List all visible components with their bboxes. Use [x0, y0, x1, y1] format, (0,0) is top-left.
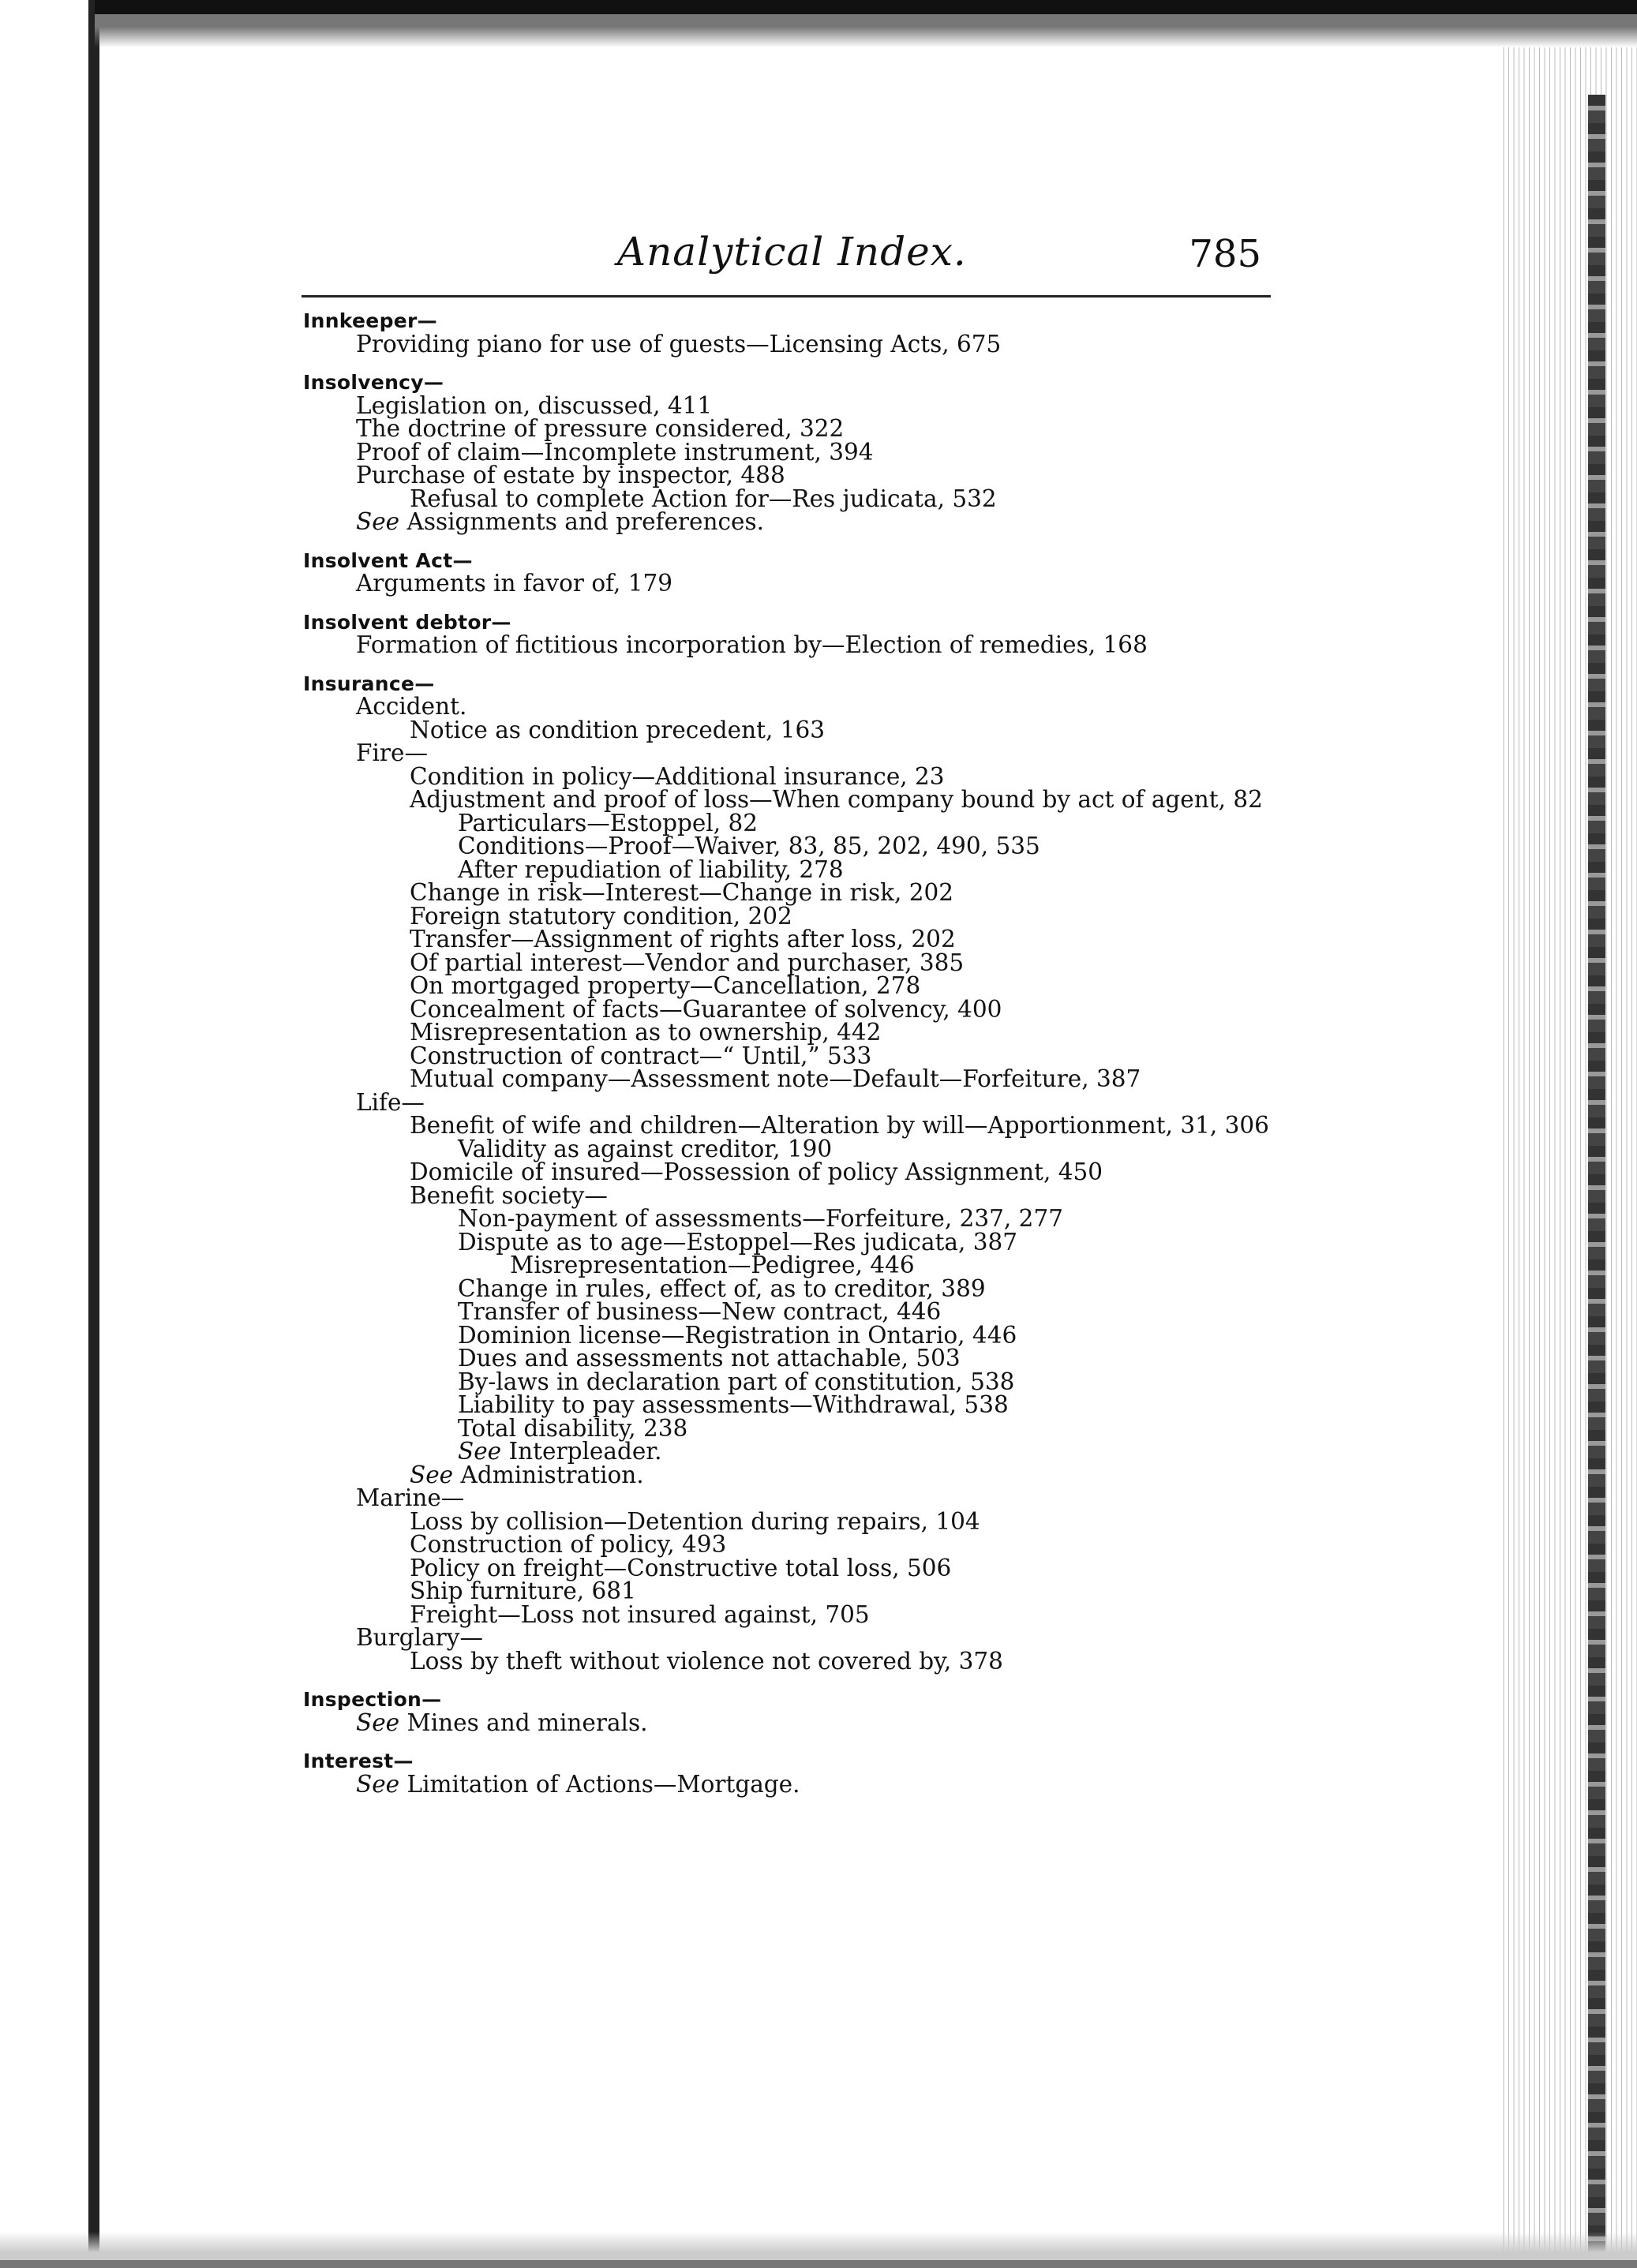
index-entry — [303, 1042, 1298, 1069]
index-entry — [303, 928, 1298, 952]
entry-text: Notice as condition precedent, 163 — [410, 716, 826, 743]
entry-text: Limitation of Actions—Mortgage. — [406, 1770, 800, 1798]
entry-text: Insurance— — [303, 672, 435, 695]
entry-text: Dispute as to age—Estoppel—Res judicata, 387 — [458, 1228, 1018, 1256]
index-entry — [303, 1021, 1298, 1045]
see-reference-label: See — [458, 1438, 502, 1465]
entry-text: Providing piano for use of guests—Licensing Acts, 675 — [356, 330, 1002, 357]
entry-text: Insolvent debtor— — [303, 610, 511, 634]
index-entry — [303, 1274, 1298, 1302]
entry-text: Benefit of wife and children—Alteration by will—Apportionment, 31, 306 — [410, 1112, 1269, 1139]
entry-text: Change in risk—Interest—Change in risk, 202 — [410, 879, 954, 906]
entry-text: On mortgaged property—Cancellation, 278 — [410, 972, 921, 999]
page-header — [302, 223, 1271, 294]
index-entry — [303, 1088, 1298, 1116]
index-entry — [303, 1254, 1298, 1278]
entry-text: Loss by collision—Detention during repairs, 104 — [410, 1507, 980, 1535]
entry-text: Of partial interest—Vendor and purchaser, 385 — [410, 949, 965, 976]
index-entry — [303, 1298, 1298, 1325]
index-entry — [303, 1414, 1298, 1442]
entry-text: Non-payment of assessments—Forfeiture, 237, 277 — [458, 1205, 1063, 1232]
index-entry — [303, 1440, 1298, 1464]
index-entry — [303, 762, 1298, 790]
index-entry — [303, 1228, 1298, 1256]
entry-text: Domicile of insured—Possession of policy Assignment, 450 — [410, 1158, 1103, 1185]
index-heading — [303, 1750, 1298, 1773]
scan-binding-shadow — [1588, 95, 1605, 2268]
index-entry — [303, 949, 1298, 976]
index-entry — [303, 855, 1298, 883]
index-entry — [303, 809, 1298, 836]
entry-text: Liability to pay assessments—Withdrawal, 538 — [458, 1391, 1009, 1418]
index-entry — [303, 1708, 1298, 1736]
entry-text: Dominion license—Registration in Ontario, 446 — [458, 1321, 1017, 1349]
entry-text: Interest— — [303, 1750, 414, 1772]
entry-text: Transfer of business—New contract, 446 — [458, 1298, 942, 1325]
entry-text: Assignments and preferences. — [406, 508, 764, 535]
index-entry — [303, 1368, 1298, 1395]
index-entry — [303, 438, 1298, 466]
entry-text: Marine— — [356, 1484, 465, 1511]
entry-text: Inspection— — [303, 1688, 442, 1711]
index-entry — [303, 695, 1298, 719]
index-entry — [303, 464, 1298, 488]
index-heading — [303, 672, 1298, 696]
entry-text: Formation of fictitious incorporation by—Election of remedies, 168 — [356, 631, 1148, 658]
index-entry — [303, 1347, 1298, 1371]
index-entry — [303, 1207, 1298, 1231]
scan-edge-left — [0, 0, 103, 2268]
scan-edge-top — [95, 0, 1637, 47]
index-entry — [303, 995, 1298, 1023]
entry-text: Construction of policy, 493 — [410, 1531, 727, 1558]
index-heading — [303, 549, 1298, 573]
entry-text: Freight—Loss not insured against, 705 — [410, 1600, 870, 1628]
entry-text: Accident. — [356, 693, 467, 720]
entry-text: Foreign statutory condition, 202 — [410, 902, 792, 930]
scan-edge-bottom — [0, 2232, 1637, 2268]
entry-text: Construction of contract—“ Until,” 533 — [410, 1042, 872, 1069]
index-entry — [303, 1391, 1298, 1418]
entry-text: By-laws in declaration part of constitution, 538 — [458, 1368, 1015, 1395]
entry-text: Arguments in favor of, 179 — [356, 570, 673, 597]
index-entry — [303, 1770, 1298, 1798]
index-entry — [303, 716, 1298, 743]
entry-text: Purchase of estate by inspector, 488 — [356, 462, 785, 488]
entry-text: Administration. — [460, 1461, 644, 1488]
entry-text: Misrepresentation—Pedigree, 446 — [510, 1252, 915, 1278]
entry-text: Benefit society— — [410, 1181, 608, 1209]
entry-text: Proof of claim—Incomplete instrument, 394 — [356, 438, 874, 466]
entry-text: Burglary— — [356, 1624, 483, 1651]
entry-text: Dues and assessments not attachable, 503 — [458, 1345, 961, 1372]
entry-text: Adjustment and proof of loss—When company bound by act of agent, 82 — [410, 786, 1263, 813]
entry-text: Loss by theft without violence not covered by, 378 — [410, 1647, 1003, 1675]
page-title: Analytical Index. — [617, 229, 967, 275]
entry-text: Interpleader. — [508, 1438, 662, 1465]
see-reference-label: See — [356, 508, 400, 535]
entry-text: Change in rules, effect of, as to creditor, 389 — [458, 1274, 986, 1302]
index-entry — [303, 881, 1298, 905]
index-entry — [303, 1135, 1298, 1162]
see-reference-label: See — [356, 1770, 400, 1798]
index-entry — [303, 1461, 1298, 1488]
index-entry — [303, 508, 1298, 535]
index-entry — [303, 902, 1298, 930]
index-entry — [303, 1600, 1298, 1628]
scan-edge-right — [1503, 47, 1637, 2268]
entry-text: Condition in policy—Additional insurance, 23 — [410, 762, 945, 790]
index-entry — [303, 417, 1298, 441]
index-heading — [303, 611, 1298, 634]
entry-text: Refusal to complete Action for—Res judicata, 532 — [410, 485, 997, 512]
index-entry — [303, 972, 1298, 999]
index-entry — [303, 391, 1298, 419]
entry-text: Transfer—Assignment of rights after loss, 202 — [410, 926, 956, 952]
index-entry — [303, 835, 1298, 859]
entry-text: Insolvent Act— — [303, 548, 473, 572]
see-reference-label: See — [410, 1461, 454, 1488]
index-heading — [303, 371, 1298, 395]
index-entry — [303, 1626, 1298, 1650]
index-entry — [303, 1577, 1298, 1604]
entry-text: Mines and minerals. — [406, 1708, 648, 1736]
header-rule — [302, 295, 1271, 298]
entry-text: Validity as against creditor, 190 — [458, 1135, 833, 1162]
index-entry — [303, 1507, 1298, 1535]
index-entry — [303, 1533, 1298, 1557]
index-entry — [303, 1647, 1298, 1675]
entry-text: Mutual company—Assessment note—Default—Forfeiture, 387 — [410, 1065, 1141, 1092]
entry-text: Insolvency— — [303, 371, 444, 394]
index-list — [303, 309, 1298, 1796]
index-heading — [303, 309, 1298, 333]
index-entry — [303, 1114, 1298, 1138]
entry-text: Total disability, 238 — [458, 1414, 688, 1442]
index-entry — [303, 1158, 1298, 1185]
index-entry — [303, 1181, 1298, 1209]
index-entry — [303, 1321, 1298, 1349]
index-entry — [303, 739, 1298, 766]
index-entry — [303, 631, 1298, 658]
entry-text: Policy on freight—Constructive total loss, 506 — [410, 1554, 952, 1581]
index-entry — [303, 330, 1298, 357]
page-number: 785 — [1189, 232, 1261, 276]
entry-text: Concealment of facts—Guarantee of solvency, 400 — [410, 995, 1002, 1023]
entry-text: After repudiation of liability, 278 — [458, 855, 844, 883]
entry-text: Ship furniture, 681 — [410, 1577, 636, 1604]
see-reference-label: See — [356, 1708, 400, 1736]
index-entry — [303, 1554, 1298, 1581]
index-entry — [303, 1065, 1298, 1092]
entry-text: Legislation on, discussed, 411 — [356, 391, 713, 419]
entry-text: The doctrine of pressure considered, 322 — [356, 415, 845, 442]
index-entry — [303, 788, 1298, 812]
entry-text: Conditions—Proof—Waiver, 83, 85, 202, 490, 535 — [458, 833, 1040, 859]
index-entry — [303, 1484, 1298, 1511]
entry-text: Innkeeper— — [303, 309, 437, 332]
entry-text: Particulars—Estoppel, 82 — [458, 809, 759, 836]
index-entry — [303, 572, 1298, 596]
index-entry — [303, 485, 1298, 512]
entry-text: Fire— — [356, 739, 428, 766]
entry-text: Life— — [356, 1088, 425, 1116]
index-heading — [303, 1688, 1298, 1712]
entry-text: Misrepresentation as to ownership, 442 — [410, 1019, 882, 1046]
